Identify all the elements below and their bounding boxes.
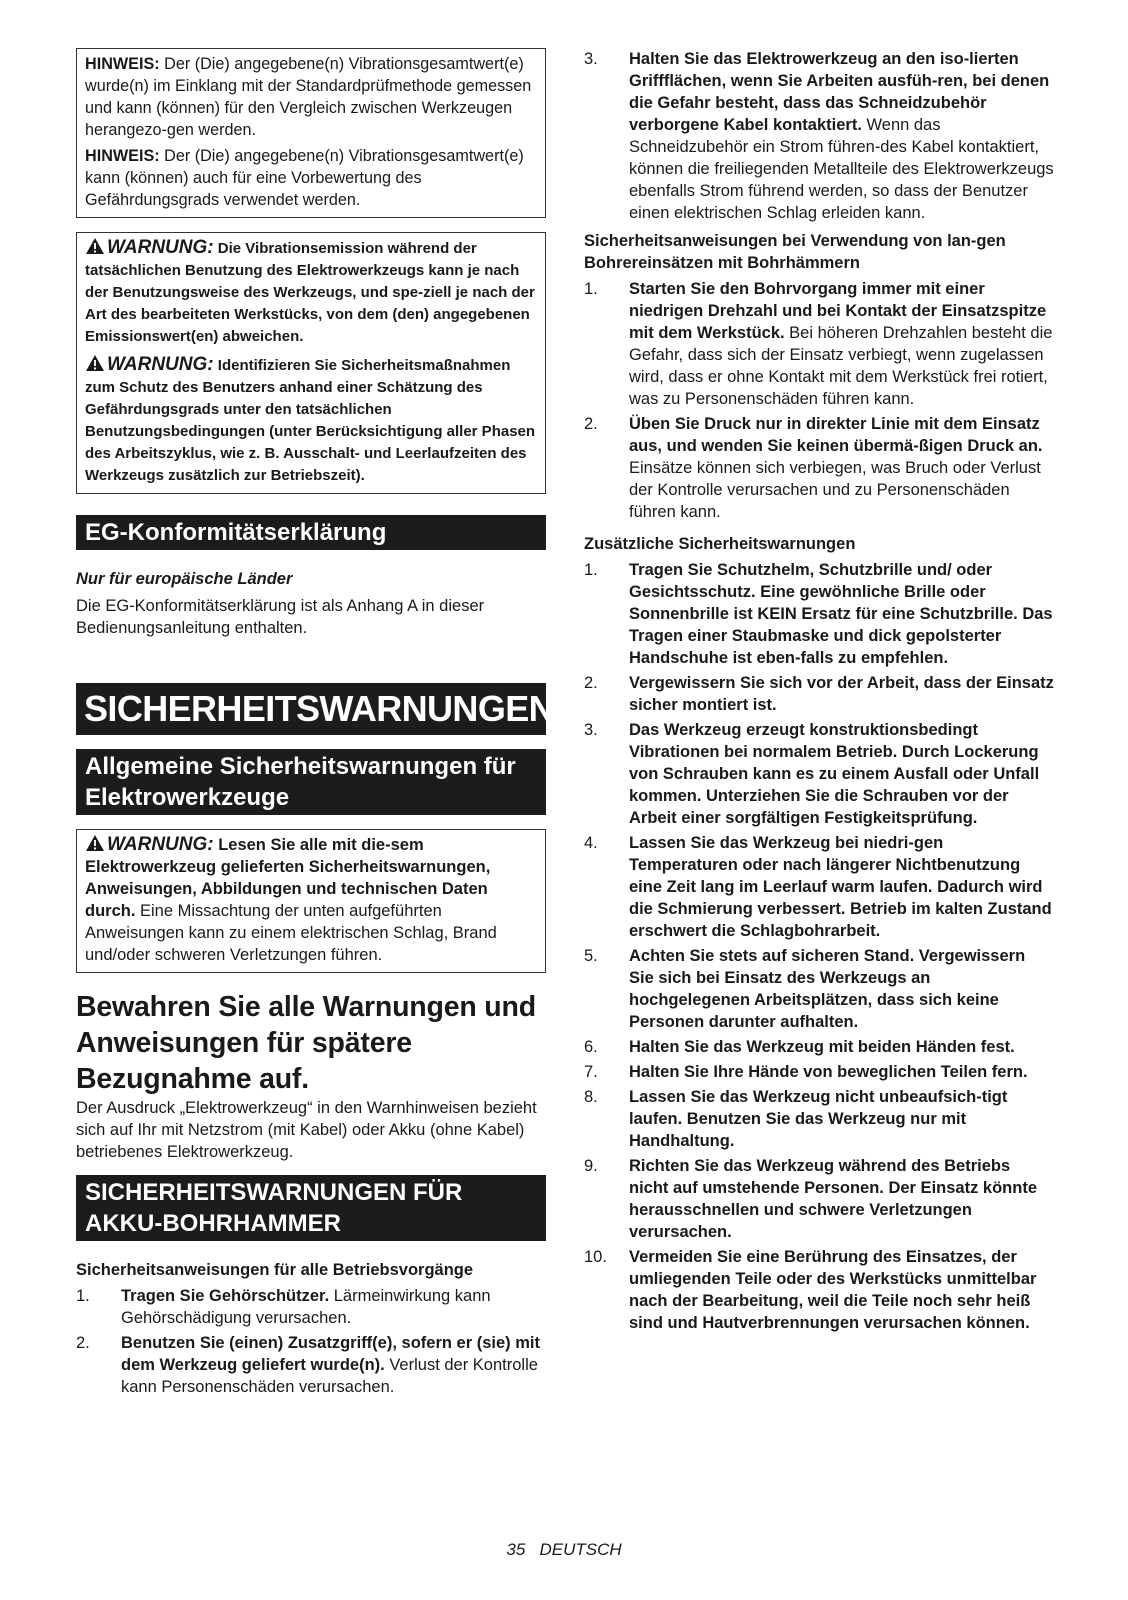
list-item <box>584 278 1054 410</box>
all-operations-heading: Sicherheitsanweisungen für alle Betriebsvorgänge <box>76 1261 474 1279</box>
warning-text: Eine Missachtung der unten aufgeführten Anweisungen kann zu einem elektrischen Schlag, Brand und/oder schweren Verletzungen führen. <box>85 902 497 964</box>
warning-paragraph <box>85 834 537 966</box>
item-bold-text: Halten Sie das Werkzeug mit beiden Händen fest. <box>629 1038 1015 1056</box>
hinweis-label: HINWEIS: <box>85 147 160 165</box>
item-number: 1. <box>76 1287 90 1305</box>
item-number: 7. <box>584 1063 598 1081</box>
item-bold-text: Lassen Sie das Werkzeug nicht unbeaufsich-tigt laufen. Benutzen Sie das Werkzeug nur mit Handhaltung. <box>629 1088 1008 1150</box>
item-number: 3. <box>584 50 598 68</box>
item-bold-text: Halten Sie das Elektrowerkzeug an den iso-lierten Griffflächen, wenn Sie Arbeiten ausfüh-ren, bei denen die Gefahr besteht, dass das Schneidzubehör verborgene Kabel kontaktiert. <box>629 50 1050 134</box>
hinweis-note-1 <box>85 53 537 141</box>
hidden-wiring-list <box>584 48 1054 224</box>
list-item <box>584 48 1054 224</box>
eg-text: Die EG-Konformitätserklärung ist als Anhang A in dieser Bedienungsanleitung enthalten. <box>76 597 485 637</box>
all-operations-list <box>76 1285 546 1398</box>
item-text: Bei höheren Drehzahlen besteht die Gefahr, dass sich der Einsatz verbiegt, wenn zugelassen wird, dass er ohne Kontakt mit dem Werkstück frei rotiert, was zu Personenschäden führen kann. <box>629 324 1053 408</box>
list-item <box>76 1332 546 1398</box>
item-number: 9. <box>584 1157 598 1175</box>
keep-instructions-text: Der Ausdruck „Elektrowerkzeug“ in den Warnhinweisen bezieht sich auf Ihr mit Netzstrom (mit Kabel) oder Akku (ohne Kabel) betriebenes Elektrowerkzeug. <box>76 1099 537 1161</box>
hinweis-text: Der (Die) angegebene(n) Vibrationsgesamtwert(e) wurde(n) im Einklang mit der Standardprüfmethode gemessen und kann (können) für den Vergleich zwischen Werkzeugen herangezo-gen werden. <box>85 55 532 139</box>
long-bits-list <box>584 278 1054 523</box>
warning-triangle-icon <box>85 834 105 852</box>
footer-language: DEUTSCH <box>539 1540 622 1559</box>
hinweis-box <box>76 48 546 218</box>
item-number: 1. <box>584 561 598 579</box>
vibration-warning-box <box>76 232 546 494</box>
eg-sublabel: Nur für europäische Länder <box>76 570 293 588</box>
list-item <box>584 945 1054 1033</box>
item-bold-text: Lassen Sie das Werkzeug bei niedri-gen Temperaturen oder nach längerer Nichtbenutzung eine Zeit lang im Leerlauf warm laufen. Dadurch wird die Schmierung verbessert. Betrieb im kalten Zustand erschwert die Schlagbohrarbeit. <box>629 834 1052 940</box>
item-number: 3. <box>584 721 598 739</box>
keep-instructions-heading: Bewahren Sie alle Warnungen und Anweisungen für spätere Bezugnahme auf. <box>76 991 536 1095</box>
item-bold-text: Vermeiden Sie eine Berührung des Einsatzes, der umliegenden Teile oder des Werkstücks unmittelbar nach der Bearbeitung, weil die Teile noch sehr heiß sind und Hautverbrennungen verursachen können. <box>629 1248 1037 1332</box>
item-number: 2. <box>76 1334 90 1352</box>
list-item <box>76 1285 546 1329</box>
item-bold-text: Richten Sie das Werkzeug während des Betriebs nicht auf umstehende Personen. Der Einsatz könnte herausschnellen und schwere Verletzungen verursachen. <box>629 1157 1037 1241</box>
list-item <box>584 832 1054 942</box>
page-number: 35 <box>506 1540 526 1559</box>
item-number: 6. <box>584 1038 598 1056</box>
read-instructions-warning-box <box>76 829 546 973</box>
warning-text: Die Vibrationsemission während der tatsächlichen Benutzung des Elektrowerkzeugs kann je nach der Benutzungsweise des Werkzeugs, und spe-ziell je nach der Art des bearbeiteten Werkstücks, von dem (den) angegebenen Emissionswert(en) abweichen. <box>85 240 535 345</box>
warning-label: WARNUNG: <box>107 354 214 375</box>
item-bold-text: Halten Sie Ihre Hände von beweglichen Teilen fern. <box>629 1063 1028 1081</box>
warning-paragraph <box>85 354 537 487</box>
list-item <box>584 559 1054 669</box>
warning-triangle-icon <box>85 237 105 255</box>
eg-conformity-heading: EG-Konformitätserklärung <box>76 515 546 550</box>
item-number: 2. <box>584 674 598 692</box>
item-number: 4. <box>584 834 598 852</box>
warning-paragraph <box>85 237 537 348</box>
list-item <box>584 1061 1054 1083</box>
hammer-safety-heading: SICHERHEITSWARNUNGEN FÜR AKKU-BOHRHAMMER <box>76 1175 546 1241</box>
additional-warnings-heading: Zusätzliche Sicherheitswarnungen <box>584 535 856 553</box>
list-item <box>584 413 1054 523</box>
general-safety-heading: Allgemeine Sicherheitswarnungen für Elektrowerkzeuge <box>76 749 546 815</box>
right-column <box>584 48 1054 1337</box>
item-bold-text: Benutzen Sie (einen) Zusatzgriff(e), sofern er (sie) mit dem Werkzeug geliefert wurde(n). <box>121 1334 540 1374</box>
list-item <box>584 719 1054 829</box>
item-text: Verlust der Kontrolle kann Personenschäden verursachen. <box>121 1356 538 1396</box>
item-number: 5. <box>584 947 598 965</box>
list-item <box>584 1036 1054 1058</box>
safety-warnings-heading: SICHERHEITSWARNUNGEN <box>76 683 546 735</box>
hinweis-text: Der (Die) angegebene(n) Vibrationsgesamtwert(e) kann (können) auch für eine Vorbewertung des Gefährdungsgrads verwendet werden. <box>85 147 524 209</box>
left-column <box>76 48 555 1401</box>
list-item <box>584 672 1054 716</box>
item-text: Einsätze können sich verbiegen, was Bruch oder Verlust der Kontrolle verursachen und zu Personenschäden führen kann. <box>629 459 1041 521</box>
long-bits-heading: Sicherheitsanweisungen bei Verwendung von lan-gen Bohrereinsätzen mit Bohrhämmern <box>584 232 1006 272</box>
item-bold-text: Üben Sie Druck nur in direkter Linie mit dem Einsatz aus, und wenden Sie keinen übermä-ßigen Druck an. <box>629 415 1043 455</box>
item-number: 8. <box>584 1088 598 1106</box>
item-number: 10. <box>584 1248 607 1266</box>
item-bold-text: Das Werkzeug erzeugt konstruktionsbedingt Vibrationen bei normalem Betrieb. Durch Lockerung von Schrauben kann es zu einem Ausfall oder Unfall kommen. Unterziehen Sie die Schrauben vor der Arbeit einer sorgfältigen Festigkeitsprüfung. <box>629 721 1040 827</box>
warning-text: Identifizieren Sie Sicherheitsmaßnahmen zum Schutz des Benutzers anhand einer Schätzung des Gefährdungsgrads unter den tatsächlichen Benutzungsbedingungen (unter Berücksichtigung aller Phasen des Arbeitszyklus, wie z. B. Ausschalt- und Leerlaufzeiten des Werkzeugs zusätzlich zur Betriebszeit). <box>85 357 536 484</box>
item-text: Wenn das Schneidzubehör ein Strom führen-des Kabel kontaktiert, können die freiliegenden Metallteile des Elektrowerkzeugs ebenfalls Strom führend werden, so dass der Benutzer einen elektrischen Schlag erleiden kann. <box>629 116 1054 222</box>
item-bold-text: Tragen Sie Gehörschützer. <box>121 1287 330 1305</box>
warning-bold-text: Lesen Sie alle mit die-sem Elektrowerkzeug gelieferten Sicherheitswarnungen, Anweisungen, Abbildungen und technischen Daten durch. <box>85 836 491 920</box>
item-number: 1. <box>584 280 598 298</box>
page-footer <box>0 1540 1128 1560</box>
item-bold-text: Starten Sie den Bohrvorgang immer mit einer niedrigen Drehzahl und bei Kontakt der Einsatzspitze mit dem Werkstück. <box>629 280 1047 342</box>
list-item <box>584 1086 1054 1152</box>
list-item <box>584 1246 1054 1334</box>
item-bold-text: Achten Sie stets auf sicheren Stand. Vergewissern Sie sich bei Einsatz des Werkzeugs an hochgelegenen Arbeitsplätzen, dass sich keine Personen darunter aufhalten. <box>629 947 1026 1031</box>
warning-triangle-icon <box>85 354 105 372</box>
warning-label: WARNUNG: <box>107 237 214 258</box>
hinweis-label: HINWEIS: <box>85 55 160 73</box>
item-bold-text: Tragen Sie Schutzhelm, Schutzbrille und/ oder Gesichtsschutz. Eine gewöhnliche Brille oder Sonnenbrille ist KEIN Ersatz für eine Schutzbrille. Das Tragen einer Staubmaske und dick gepolsterter Handschuhe ist eben-falls zu empfehlen. <box>629 561 1053 667</box>
warning-label: WARNUNG: <box>107 834 214 855</box>
item-bold-text: Vergewissern Sie sich vor der Arbeit, dass der Einsatz sicher montiert ist. <box>629 674 1054 714</box>
item-number: 2. <box>584 415 598 433</box>
hinweis-note-2 <box>85 145 537 211</box>
item-text: Lärmeinwirkung kann Gehörschädigung verursachen. <box>121 1287 491 1327</box>
list-item <box>584 1155 1054 1243</box>
additional-warnings-list <box>584 559 1054 1334</box>
